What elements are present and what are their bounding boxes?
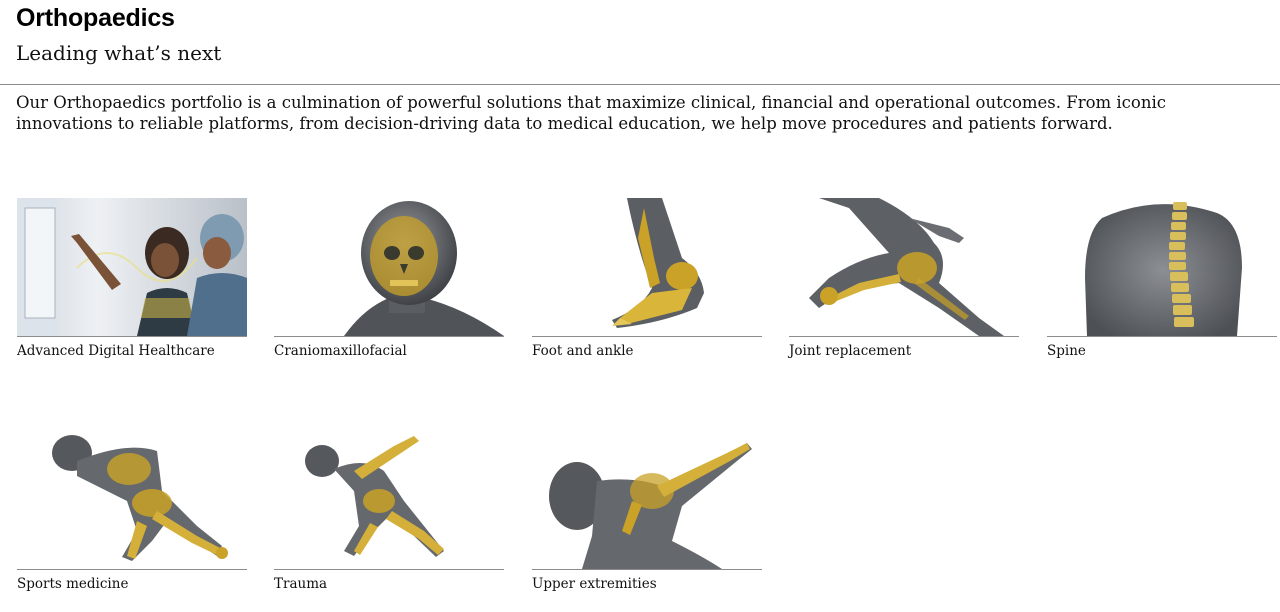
page-header [16,4,221,65]
shoulder-arm-xray-illustration[interactable] [532,431,762,570]
category-label[interactable]: Craniomaxillofacial [274,343,407,359]
skull-graphic [274,198,504,336]
category-label[interactable]: Spine [1047,343,1086,359]
category-card-joint-replacement[interactable] [789,198,1019,359]
category-card-upper-extremities[interactable] [532,431,762,592]
athlete-xray-illustration[interactable] [17,431,247,570]
category-label[interactable]: Foot and ankle [532,343,634,359]
clinicians-at-screen-photo[interactable] [17,198,247,337]
category-card-advanced-digital-healthcare[interactable] [17,198,247,359]
foot-graphic [532,198,762,336]
spine-graphic [1047,198,1277,336]
header-divider [0,84,1280,85]
category-card-spine[interactable] [1047,198,1277,359]
category-label[interactable]: Advanced Digital Healthcare [17,343,215,359]
category-card-sports-medicine[interactable] [17,431,247,592]
spine-xray-illustration[interactable] [1047,198,1277,337]
category-label[interactable]: Sports medicine [17,576,129,592]
hip-knee-xray-illustration[interactable] [789,198,1019,337]
foot-xray-illustration[interactable] [532,198,762,337]
clinicians-photo-graphic [17,198,247,336]
category-card-craniomaxillofacial[interactable] [274,198,504,359]
page-subtitle: Leading what’s next [16,41,222,65]
athlete-graphic [17,431,247,569]
sprinter-graphic [274,431,504,569]
category-label[interactable]: Joint replacement [789,343,912,359]
skull-xray-illustration[interactable] [274,198,504,337]
sprinter-xray-illustration[interactable] [274,431,504,570]
intro-paragraph: Our Orthopaedics portfolio is a culmination of powerful solutions that maximize clinical, financial and operational outcomes. From iconic innovations to reliable platforms, from decision-driving data to medical education, we help move procedures and patients forward. [16,93,1167,133]
category-label[interactable]: Trauma [274,576,328,592]
category-card-trauma[interactable] [274,431,504,592]
page-title: Orthopaedics [16,4,175,32]
shoulder-arm-graphic [532,431,762,569]
hip-knee-graphic [789,198,1019,336]
category-card-foot-and-ankle[interactable] [532,198,762,359]
category-label[interactable]: Upper extremities [532,576,657,592]
